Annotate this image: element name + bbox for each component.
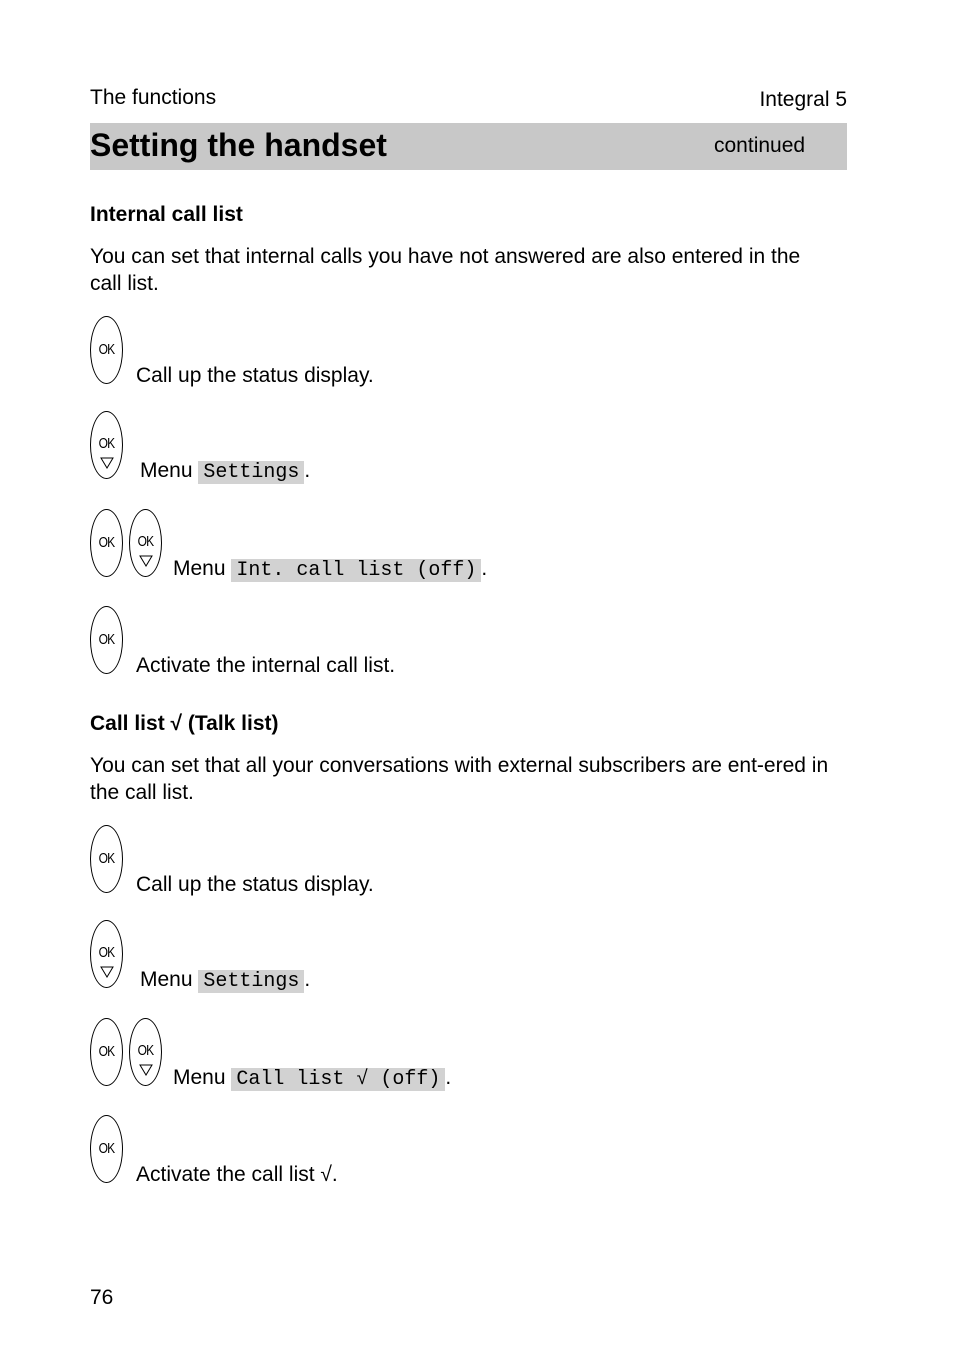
step-activate-call-list <box>90 1115 850 1185</box>
step-menu-int-call-list <box>90 509 850 582</box>
ok-key-icon: OK <box>90 509 123 577</box>
down-triangle-icon <box>139 555 153 567</box>
step-activate-internal <box>90 606 850 676</box>
page-title: Setting the handset <box>90 127 387 163</box>
step-call-status <box>90 825 850 895</box>
ok-key-icon: OK <box>90 316 123 384</box>
step-text: Activate the internal call list. <box>136 654 396 677</box>
step-text: Call up the status display. <box>136 364 374 387</box>
ok-down-key-icon: OK <box>129 509 162 577</box>
step-menu-settings <box>90 411 850 484</box>
step-menu-call-list <box>90 1018 850 1091</box>
down-triangle-icon <box>100 457 114 469</box>
step-text: Menu Call list √ (off) . <box>173 1066 452 1091</box>
display-text: Int. call list (off) <box>231 559 481 582</box>
display-text: Call list √ (off) <box>231 1068 445 1091</box>
ok-down-key-icon: OK <box>90 411 123 479</box>
section-intro: You can set that internal calls you have not answered are also entered in the call list. <box>90 245 801 295</box>
section-heading-internal-call-list: Internal call list <box>90 203 243 226</box>
down-triangle-icon <box>100 966 114 978</box>
step-text: Menu Settings . <box>140 968 311 993</box>
page-number: 76 <box>90 1286 114 1309</box>
step-call-status <box>90 316 850 386</box>
section-heading-call-list: Call list √ (Talk list) <box>90 712 279 735</box>
step-text: Activate the call list √. <box>136 1163 338 1186</box>
step-text: Menu Int. call list (off) . <box>173 557 488 582</box>
step-text: Menu Settings . <box>140 459 311 484</box>
down-triangle-icon <box>139 1064 153 1076</box>
ok-key-icon: OK <box>90 1115 123 1183</box>
step-text: Call up the status display. <box>136 873 374 896</box>
header-product: Integral 5 <box>759 88 847 111</box>
step-menu-settings <box>90 920 850 993</box>
header-section: The functions <box>90 86 217 109</box>
ok-down-key-icon: OK <box>90 920 123 988</box>
ok-key-icon: OK <box>90 825 123 893</box>
section-intro: You can set that all your conversations with external subscribers are ent-ered in the call list. <box>90 754 829 804</box>
display-text: Settings <box>198 461 304 484</box>
ok-down-key-icon: OK <box>129 1018 162 1086</box>
title-bar <box>90 123 847 170</box>
continued-label: continued <box>714 134 806 157</box>
ok-key-icon: OK <box>90 1018 123 1086</box>
ok-key-icon: OK <box>90 606 123 674</box>
display-text: Settings <box>198 970 304 993</box>
